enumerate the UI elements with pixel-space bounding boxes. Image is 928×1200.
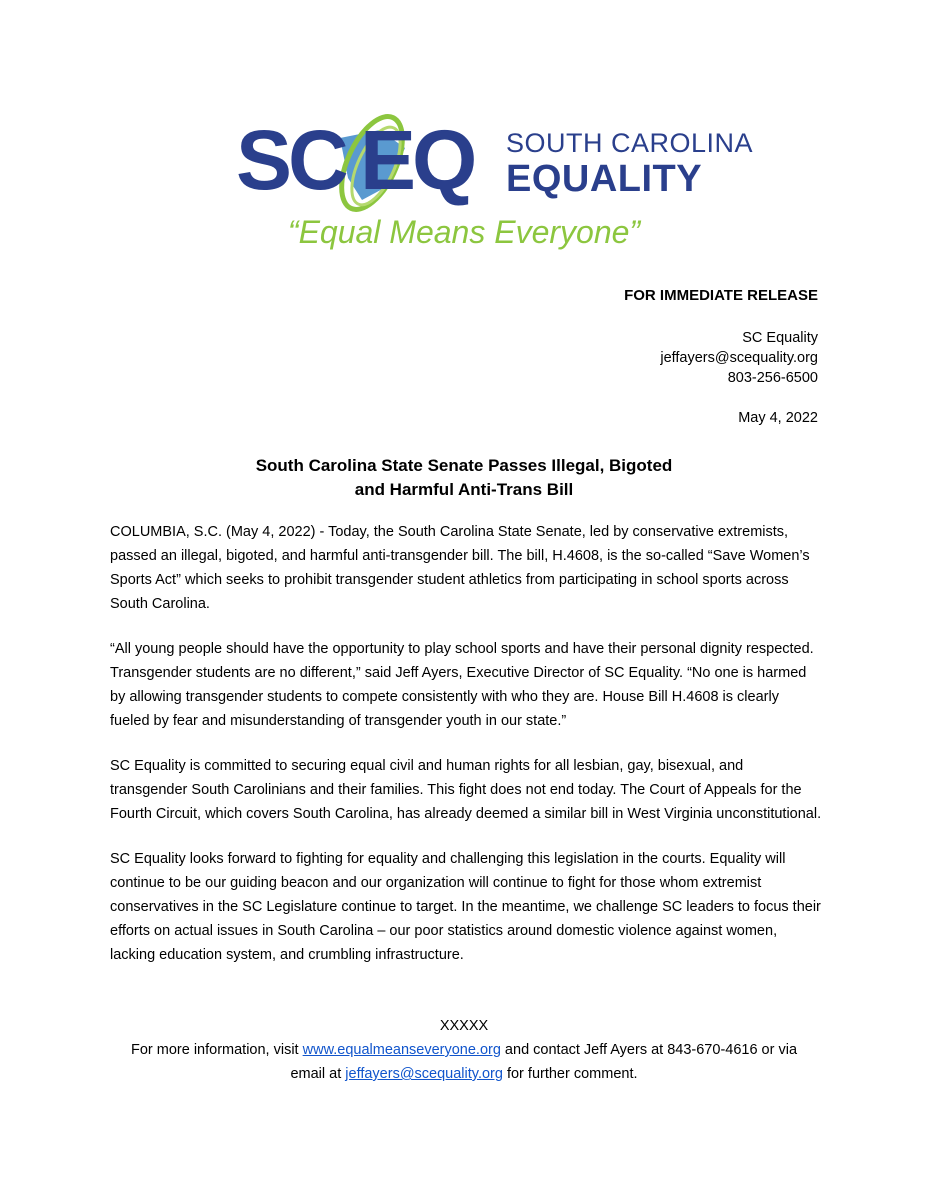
logo-tagline: “Equal Means Everyone”: [287, 214, 641, 250]
logo-initials-sc: SC: [236, 113, 345, 207]
footer-text: and contact Jeff Ayers at 843-670-4616 or via: [500, 1042, 798, 1058]
body-paragraph: “All young people should have the opportunity to play school sports and have their personal dignity respected. Transgender students are no different,” said Jeff Ayers, Executive Director of SC Equality. “No one is harmed by allowing transgender students to compete consistently with who they are. House Bill H.4608 is clearly fueled by fear and misunderstanding of transgender youth in our state.”: [110, 641, 814, 729]
footer-text: email at: [290, 1066, 346, 1082]
press-release-headline: [0, 454, 928, 502]
footer-block: [0, 1014, 928, 1086]
contact-org: SC Equality: [742, 330, 818, 346]
footer-text: for further comment.: [502, 1066, 638, 1082]
contact-email: jeffayers@scequality.org: [660, 350, 818, 366]
release-date: May 4, 2022: [738, 410, 818, 426]
footer-text: For more information, visit: [130, 1042, 303, 1058]
release-label: FOR IMMEDIATE RELEASE: [624, 287, 818, 304]
email-link[interactable]: jeffayers@scequality.org: [345, 1066, 503, 1082]
body-paragraph: COLUMBIA, S.C. (May 4, 2022) - Today, the South Carolina State Senate, led by conservative extremists, passed an illegal, bigoted, and harmful anti-transgender bill. The bill, H.4608, is the so-called “Save Women’s Sports Act” which seeks to prohibit transgender student athletics from participating in school sports across South Carolina.: [110, 524, 810, 612]
logo-org-line2: EQUALITY: [506, 158, 703, 200]
contact-phone: 803-256-6500: [727, 370, 818, 386]
website-link[interactable]: www.equalmeanseveryone.org: [302, 1042, 501, 1058]
footer-line2: [0, 1062, 928, 1086]
contact-block: [660, 328, 818, 388]
press-release-body: [110, 520, 822, 988]
logo-org-line1: SOUTH CAROLINA: [506, 128, 754, 158]
footer-line1: [0, 1038, 928, 1062]
headline-line2: and Harmful Anti-Trans Bill: [354, 480, 574, 499]
end-mark: XXXXX: [439, 1018, 489, 1034]
logo-initials-eq: EQ: [360, 113, 474, 207]
body-paragraph: SC Equality looks forward to fighting for equality and challenging this legislation in the courts. Equality will continue to be our guiding beacon and our organization will continue to fight for those whom extremist conservatives in the SC Legislature continue to target. In the meantime, we challenge SC leaders to focus their efforts on actual issues in South Carolina – our poor statistics around domestic violence against women, lacking education system, and crumbling infrastructure.: [110, 851, 821, 963]
body-paragraph: SC Equality is committed to securing equal civil and human rights for all lesbian, gay, bisexual, and transgender South Carolinians and their families. This fight does not end today. The Court of Appeals for the Fourth Circuit, which covers South Carolina, has already deemed a similar bill in West Virginia unconstitutional.: [110, 758, 822, 822]
headline-line1: South Carolina State Senate Passes Illegal, Bigoted: [255, 456, 673, 475]
